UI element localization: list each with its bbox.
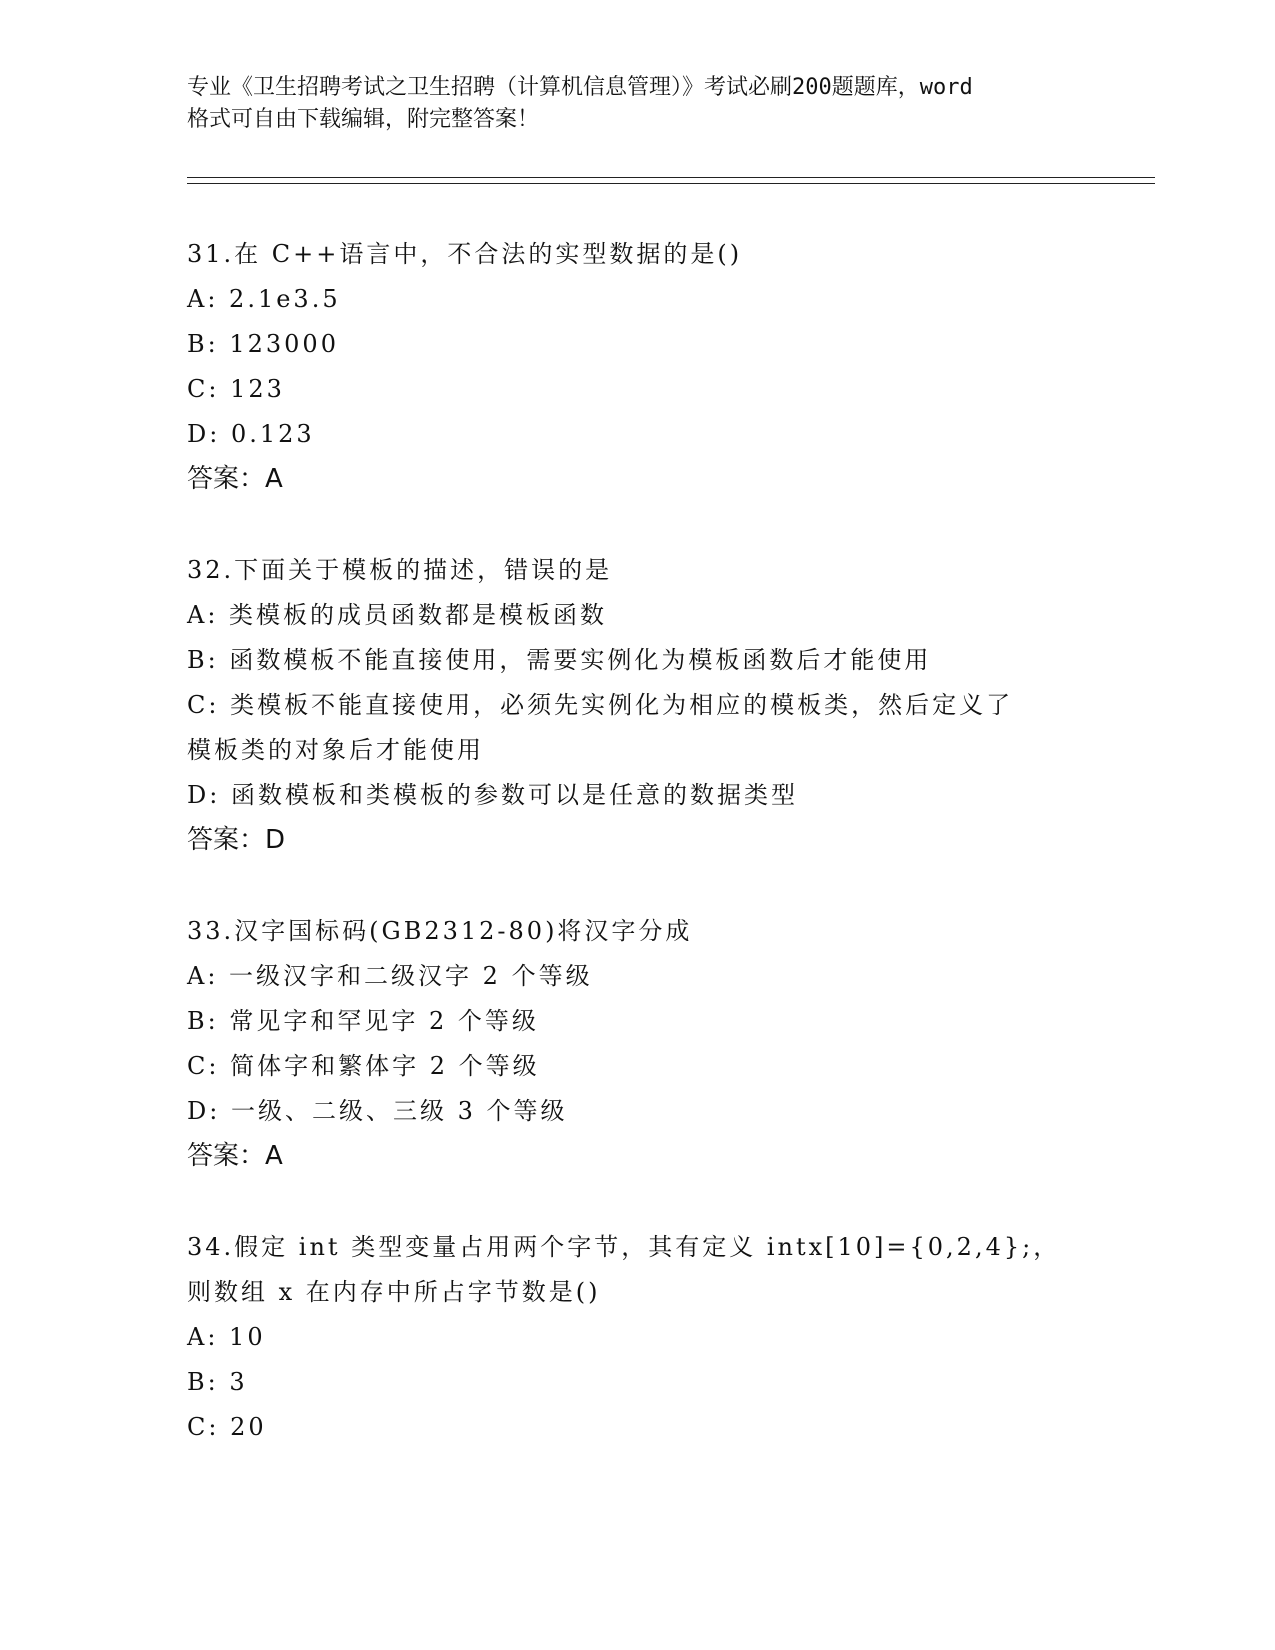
question-stem: 33.汉字国标码(GB2312-80)将汉字分成 [187,917,693,945]
header-rule-top [187,177,1155,178]
header-rule-bottom [187,183,1155,184]
answer-option: D: 0.123 [187,420,315,448]
answer-option: C: 20 [187,1413,267,1441]
answer-option: A: 2.1e3.5 [187,285,341,313]
answer-option: A: 类模板的成员函数都是模板函数 [187,601,608,629]
question-block [187,548,1087,863]
question-stem: 31.在 C++语言中，不合法的实型数据的是() [187,240,743,268]
header-line-2: 格式可自由下载编辑，附完整答案！ [187,107,540,132]
answer-option: B: 常见字和罕见字 2 个等级 [187,1007,539,1035]
answer-option: D: 函数模板和类模板的参数可以是任意的数据类型 [187,781,798,809]
answer-key: 答案：A [187,464,283,494]
answer-option: B: 函数模板不能直接使用，需要实例化为模板函数后才能使用 [187,646,932,674]
answer-key: 答案：A [187,1141,283,1171]
answer-option: C: 简体字和繁体字 2 个等级 [187,1052,540,1080]
answer-option: A: 一级汉字和二级汉字 2 个等级 [187,962,593,990]
answer-option: C: 类模板不能直接使用，必须先实例化为相应的模板类，然后定义了 [187,691,1014,719]
question-block [187,909,1087,1179]
header-line-1: 专业《卫生招聘考试之卫生招聘（计算机信息管理）》考试必刷200题题库，word [187,75,973,100]
answer-key: 答案：D [187,825,286,855]
document-header [187,72,1087,136]
answer-option: D: 一级、二级、三级 3 个等级 [187,1097,568,1125]
question-block [187,232,1087,502]
answer-option: B: 123000 [187,330,339,358]
question-list [187,232,1087,1496]
answer-option: B: 3 [187,1368,248,1396]
question-stem: 34.假定 int 类型变量占用两个字节，其有定义 intx[10]={0,2,4};， [187,1233,1061,1261]
question-block [187,1225,1087,1450]
answer-option: 模板类的对象后才能使用 [187,736,484,764]
answer-option: C: 123 [187,375,285,403]
question-stem: 则数组 x 在内存中所占字节数是() [187,1278,601,1306]
question-stem: 32.下面关于模板的描述，错误的是 [187,556,613,584]
answer-option: A: 10 [187,1323,266,1351]
